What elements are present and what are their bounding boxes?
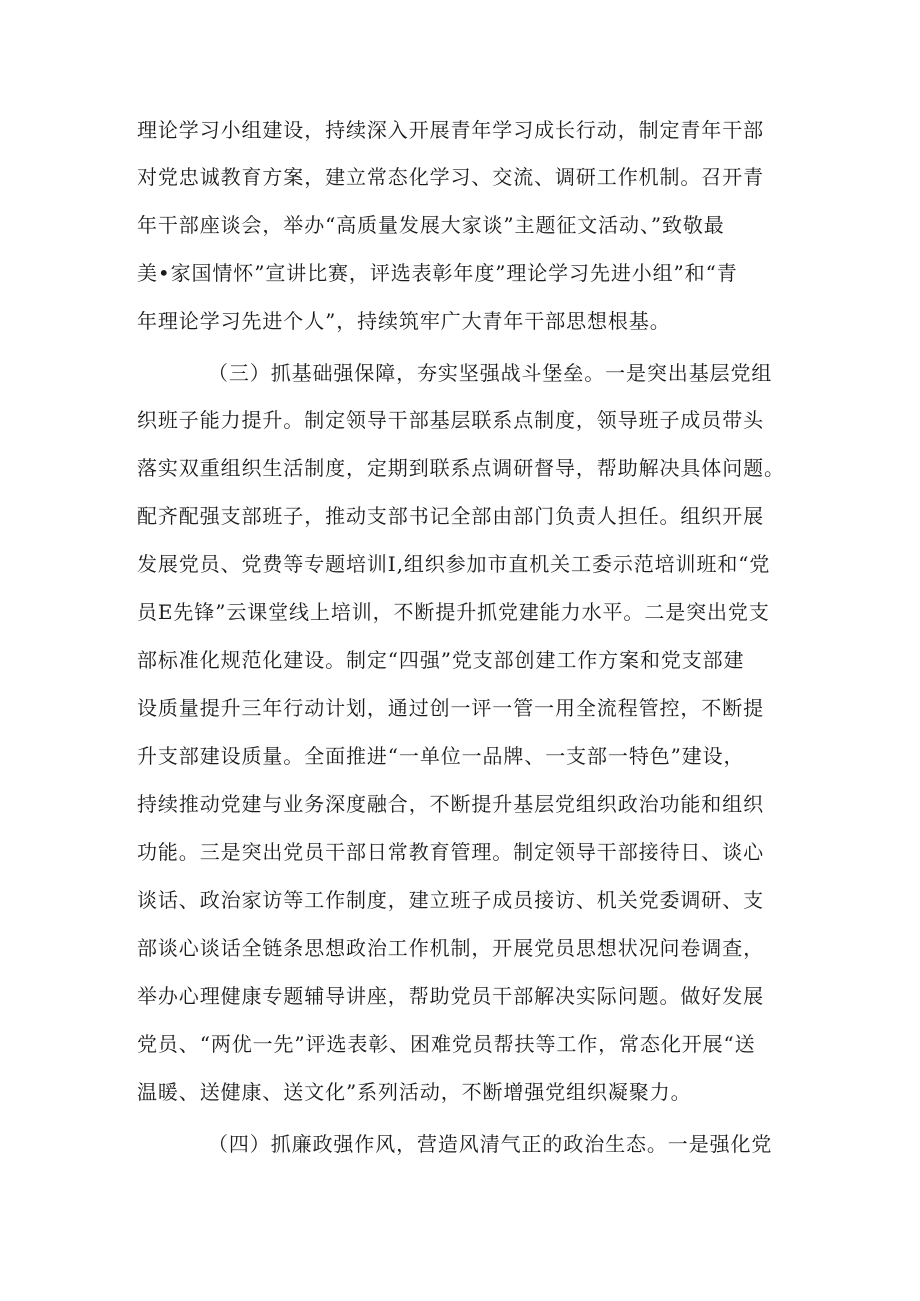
text-line: 理论学习小组建设，持续深入开展青年学习成长行动，制定青年干部 bbox=[137, 118, 764, 142]
text-line: 配齐配强支部班子，推动支部书记全部由部门负责人担任。组织开展 bbox=[137, 504, 764, 528]
text-line: 对党忠诚教育方案，建立常态化学习、交流、调研工作机制。召开青 bbox=[137, 165, 764, 189]
section-heading-4: （四）抓廉政强作风，营造风清气正的政治生态。一是强化党 bbox=[208, 1132, 773, 1156]
text-line: 举办心理健康专题辅导讲座，帮助党员干部解决实际问题。做好发展 bbox=[137, 984, 764, 1008]
text-line: 升支部建设质量。全面推进“一单位一品牌、一支部一特色”建设， bbox=[137, 744, 745, 768]
text-line: 部标准化规范化建设。制定“四强”党支部创建工作方案和党支部建 bbox=[137, 648, 745, 672]
text-line: 温暖、送健康、送文化”系列活动，不断增强党组织凝聚力。 bbox=[137, 1080, 692, 1104]
text-line: 落实双重组织生活制度，定期到联系点调研督导，帮助解决具体问题。 bbox=[137, 456, 785, 480]
text-line: 功能。三是突出党员干部日常教育管理。制定领导干部接待日、谈心 bbox=[137, 840, 764, 864]
text-line: 党员、“两优一先”评选表彰、困难党员帮扶等工作，常态化开展“送 bbox=[137, 1032, 756, 1056]
text-line: 美•家国情怀”宣讲比赛，评选表彰年度”理论学习先进小组”和“青 bbox=[137, 261, 738, 285]
text-line: 织班子能力提升。制定领导干部基层联系点制度，领导班子成员带头 bbox=[137, 408, 764, 432]
text-line: 设质量提升三年行动计划，通过创一评一管一用全流程管控，不断提 bbox=[137, 696, 764, 720]
text-line: 年理论学习先进个人”，持续筑牢广大青年干部思想根基。 bbox=[137, 309, 671, 333]
text-line: 员E先锋”云课堂线上培训，不断提升抓党建能力水平。二是突出党支 bbox=[137, 600, 770, 624]
text-line: 部谈心谈话全链条思想政治工作机制，开展党员思想状况问卷调查， bbox=[137, 936, 764, 960]
text-line: 谈话、政治家访等工作制度，建立班子成员接访、机关党委调研、支 bbox=[137, 888, 764, 912]
section-heading-3: （三）抓基础强保障，夯实坚强战斗堡垒。一是突出基层党组 bbox=[208, 361, 773, 385]
text-line: 持续推动党建与业务深度融合，不断提升基层党组织政治功能和组织 bbox=[137, 792, 764, 816]
text-line: 年干部座谈会，举办“高质量发展大家谈”主题征文活动、”致敬最 bbox=[137, 213, 725, 237]
text-line: 发展党员、党费等专题培训I,组织参加市直机关工委示范培训班和“党 bbox=[137, 552, 771, 576]
